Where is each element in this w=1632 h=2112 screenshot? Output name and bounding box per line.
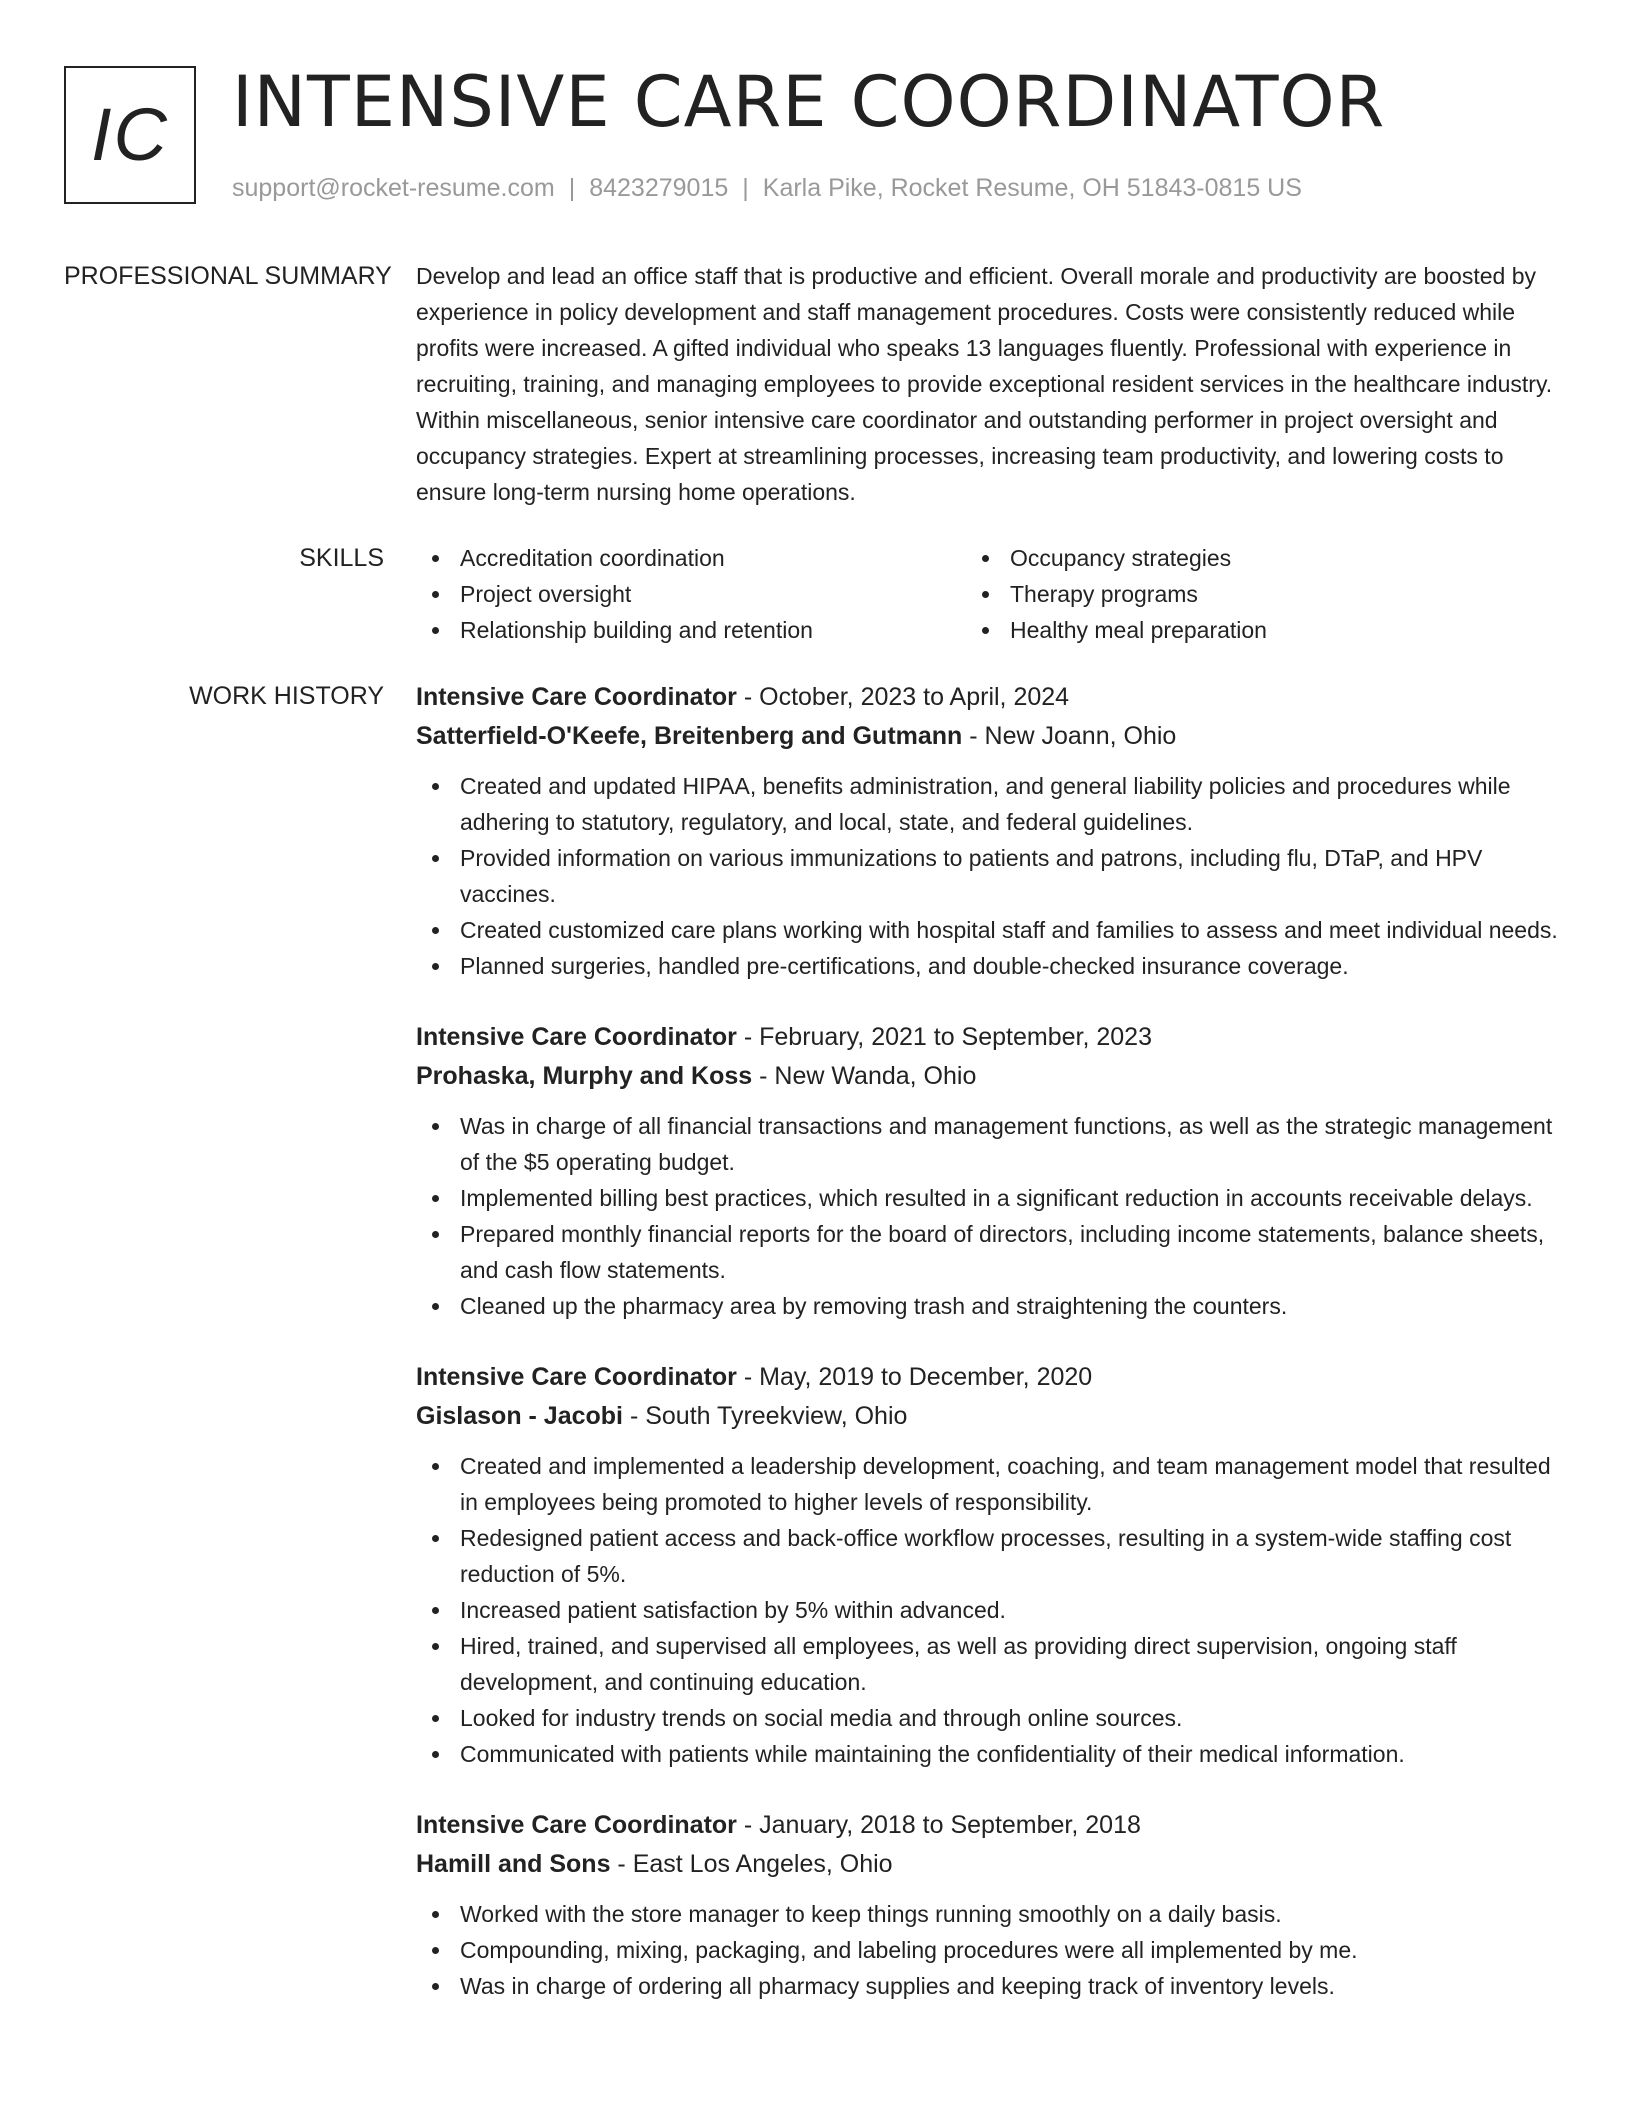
job-location: - East Los Angeles, Ohio <box>610 1850 893 1878</box>
job-bullet: Increased patient satisfaction by 5% within advanced. <box>416 1592 1574 1628</box>
job-entry <box>416 1806 1574 2004</box>
contact-email: support@rocket-resume.com <box>232 174 555 202</box>
skill-item: Relationship building and retention <box>416 612 966 648</box>
job-bullet: Worked with the store manager to keep things running smoothly on a daily basis. <box>416 1896 1574 1932</box>
work-history-section <box>64 678 1574 2038</box>
job-bullet: Prepared monthly financial reports for the board of directors, including income statements, balance sheets, and cash flow statements. <box>416 1216 1574 1288</box>
job-bullet: Created and implemented a leadership development, coaching, and team management model that resulted in employees being promoted to higher levels of responsibility. <box>416 1448 1574 1520</box>
job-title: Intensive Care Coordinator <box>416 683 737 711</box>
job-company: Prohaska, Murphy and Koss <box>416 1062 753 1090</box>
job-bullet: Provided information on various immunizations to patients and patrons, including flu, DTaP, and HPV vaccines. <box>416 840 1574 912</box>
job-company: Satterfield-O'Keefe, Breitenberg and Gutmann <box>416 722 963 750</box>
skills-body <box>416 540 1574 648</box>
contact-line <box>232 174 1302 203</box>
job-bullet: Created customized care plans working with hospital staff and families to assess and meet individual needs. <box>416 912 1574 948</box>
job-bullets <box>416 1896 1574 2004</box>
job-entry <box>416 678 1574 984</box>
job-title-line <box>416 1358 1574 1397</box>
summary-body <box>416 258 1574 510</box>
job-bullet: Compounding, mixing, packaging, and labeling procedures were all implemented by me. <box>416 1932 1574 1968</box>
contact-phone: 8423279015 <box>589 174 729 202</box>
monogram-initials: IC <box>91 93 169 176</box>
job-company: Gislason - Jacobi <box>416 1402 624 1430</box>
job-title-line <box>416 1806 1574 1845</box>
job-dates: - January, 2018 to September, 2018 <box>736 1811 1141 1839</box>
job-bullet: Was in charge of all financial transactions and management functions, as well as the strategic management of the $5 operating budget. <box>416 1108 1574 1180</box>
job-title: Intensive Care Coordinator <box>416 1811 737 1839</box>
job-bullet: Looked for industry trends on social media and through online sources. <box>416 1700 1574 1736</box>
job-bullets <box>416 768 1574 984</box>
job-bullet: Implemented billing best practices, which resulted in a significant reduction in accounts receivable delays. <box>416 1180 1574 1216</box>
section-label-work-history: WORK HISTORY <box>189 682 384 710</box>
section-label-summary: PROFESSIONAL SUMMARY <box>64 262 392 290</box>
job-title-heading: INTENSIVE CARE COORDINATOR <box>232 61 1386 143</box>
job-dates: - October, 2023 to April, 2024 <box>736 683 1070 711</box>
job-company-line <box>416 1057 1574 1096</box>
resume-content <box>64 258 1574 2068</box>
resume-header <box>64 61 1584 214</box>
job-bullet: Hired, trained, and supervised all employees, as well as providing direct supervision, ongoing staff development, and continuing education. <box>416 1628 1574 1700</box>
job-location: - New Wanda, Ohio <box>752 1062 977 1090</box>
job-entry <box>416 1358 1574 1772</box>
skill-item: Therapy programs <box>966 576 1486 612</box>
job-title-line <box>416 678 1574 717</box>
job-dates: - February, 2021 to September, 2023 <box>736 1023 1152 1051</box>
job-title: Intensive Care Coordinator <box>416 1363 737 1391</box>
work-history-body <box>416 678 1574 2038</box>
skills-section <box>64 540 1574 648</box>
job-title-line <box>416 1018 1574 1057</box>
skill-item: Occupancy strategies <box>966 540 1486 576</box>
contact-address: Karla Pike, Rocket Resume, OH 51843-0815 US <box>762 174 1302 202</box>
section-label-skills: SKILLS <box>299 544 384 572</box>
job-title: Intensive Care Coordinator <box>416 1023 737 1051</box>
job-bullet: Created and updated HIPAA, benefits administration, and general liability policies and procedures while adhering to statutory, regulatory, and local, state, and federal guidelines. <box>416 768 1574 840</box>
job-entry <box>416 1018 1574 1324</box>
job-bullets <box>416 1108 1574 1324</box>
job-company-line <box>416 717 1574 756</box>
summary-section <box>64 258 1574 510</box>
job-bullet: Communicated with patients while maintaining the confidentiality of their medical information. <box>416 1736 1574 1772</box>
job-company: Hamill and Sons <box>416 1850 611 1878</box>
skill-item: Healthy meal preparation <box>966 612 1486 648</box>
skills-list <box>416 540 1574 648</box>
job-bullets <box>416 1448 1574 1772</box>
skill-item: Project oversight <box>416 576 966 612</box>
job-dates: - May, 2019 to December, 2020 <box>736 1363 1093 1391</box>
skill-item: Accreditation coordination <box>416 540 966 576</box>
job-bullet: Planned surgeries, handled pre-certifications, and double-checked insurance coverage. <box>416 948 1574 984</box>
contact-separator: | <box>568 174 576 202</box>
job-company-line <box>416 1845 1574 1884</box>
job-bullet: Redesigned patient access and back-office workflow processes, resulting in a system-wide staffing cost reduction of 5%. <box>416 1520 1574 1592</box>
contact-separator: | <box>742 174 749 202</box>
job-location: - New Joann, Ohio <box>962 722 1177 750</box>
job-company-line <box>416 1397 1574 1436</box>
job-bullet: Cleaned up the pharmacy area by removing trash and straightening the counters. <box>416 1288 1574 1324</box>
job-bullet: Was in charge of ordering all pharmacy supplies and keeping track of inventory levels. <box>416 1968 1574 2004</box>
job-location: - South Tyreekview, Ohio <box>623 1402 908 1430</box>
summary-text: Develop and lead an office staff that is productive and efficient. Overall morale and productivity are boosted by experience in policy development and staff management procedures. Costs were consistently reduced while profits were increased. A gifted individual who speaks 13 languages fluently. Professional with experience in recruiting, training, and managing employees to provide exceptional resident services in the healthcare industry. Within miscellaneous, senior intensive care coordinator and outstanding performer in project oversight and occupancy strategies. Expert at streamlining processes, increasing team productivity, and lowering costs to ensure long-term nursing home operations. <box>416 263 1553 505</box>
monogram-logo <box>64 66 196 204</box>
